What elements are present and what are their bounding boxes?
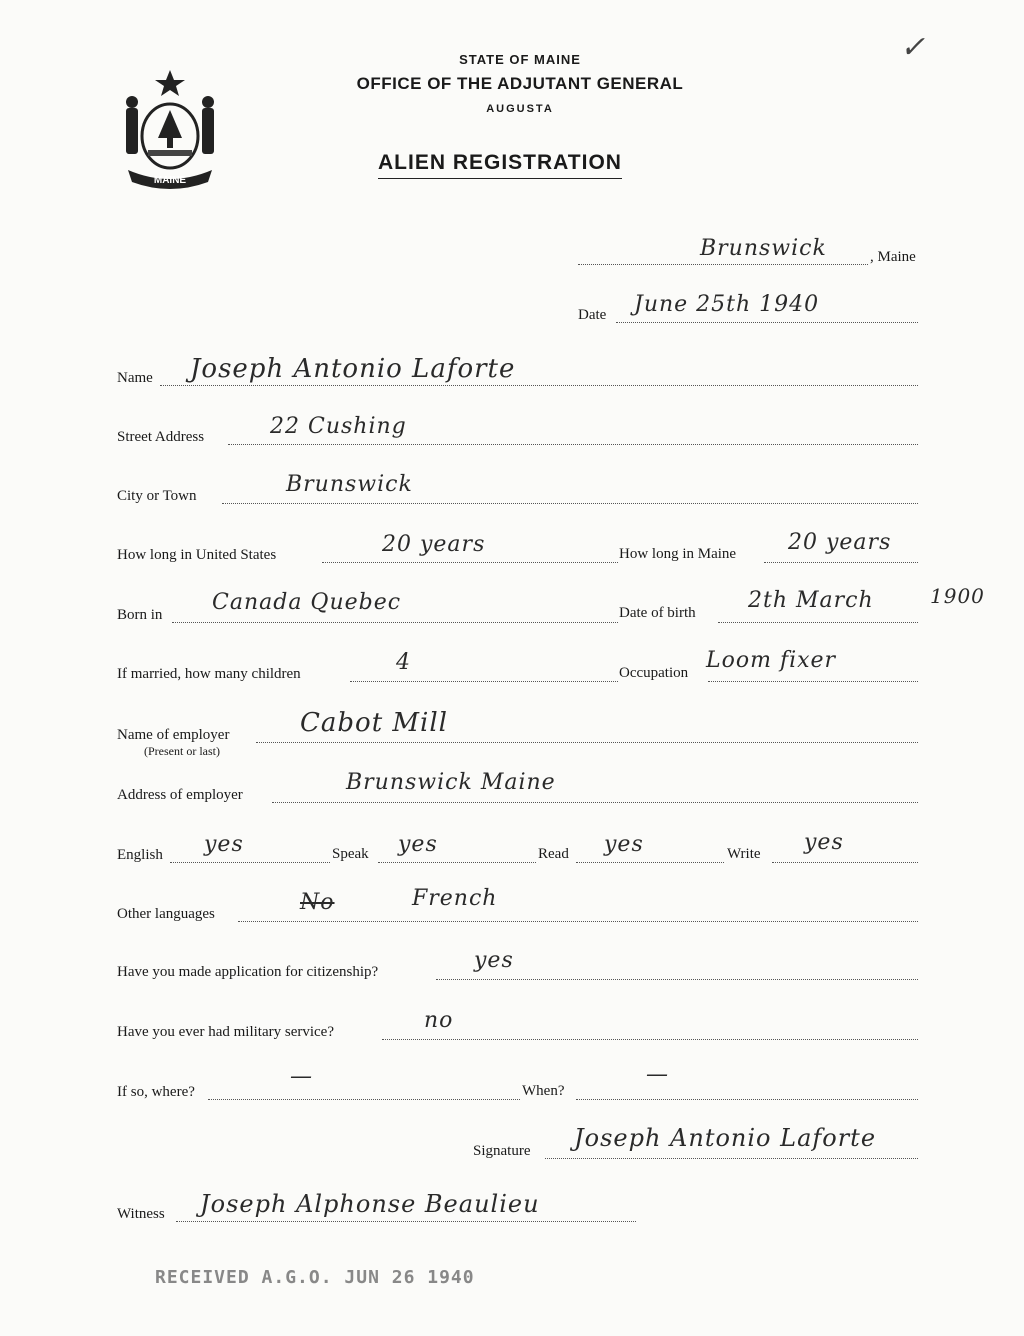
city-line bbox=[222, 503, 918, 504]
other-languages-label: Other languages bbox=[117, 906, 215, 922]
where-label: If so, where? bbox=[117, 1084, 195, 1100]
employer-address-value: Brunswick Maine bbox=[346, 770, 556, 795]
signature-value: Joseph Antonio Laforte bbox=[574, 1124, 877, 1152]
name-line bbox=[160, 385, 918, 386]
write-line bbox=[772, 862, 918, 863]
military-line bbox=[382, 1039, 918, 1040]
form-title: ALIEN REGISTRATION bbox=[378, 151, 622, 179]
when-label: When? bbox=[522, 1083, 565, 1099]
received-stamp: RECEIVED A.G.O. JUN 26 1940 bbox=[155, 1267, 475, 1288]
witness-line bbox=[176, 1221, 636, 1222]
when-line bbox=[576, 1099, 918, 1100]
maine-label: How long in Maine bbox=[619, 546, 737, 562]
where-value: — bbox=[290, 1064, 313, 1089]
street-label: Street Address bbox=[117, 429, 205, 445]
town-suffix: , Maine bbox=[870, 249, 916, 265]
when-value: — bbox=[646, 1062, 669, 1087]
write-value: yes bbox=[804, 830, 844, 855]
english-line bbox=[170, 862, 330, 863]
state-heading: STATE OF MAINE bbox=[459, 52, 581, 67]
read-label: Read bbox=[538, 846, 569, 862]
citizenship-line bbox=[436, 979, 918, 980]
occupation-value: Loom fixer bbox=[706, 648, 837, 673]
town-value: Brunswick bbox=[700, 236, 827, 261]
military-value: no bbox=[424, 1008, 454, 1033]
english-label: English bbox=[117, 847, 163, 863]
seal-text: MAINE bbox=[153, 175, 187, 186]
date-label: Date bbox=[578, 307, 607, 323]
employer-sub-label: (Present or last) bbox=[144, 744, 220, 758]
occupation-line bbox=[708, 681, 918, 682]
children-label: If married, how many children bbox=[117, 666, 301, 682]
other-languages-value: French bbox=[412, 886, 498, 911]
citizenship-value: yes bbox=[474, 948, 514, 973]
date-line bbox=[616, 322, 918, 323]
dob-label: Date of birth bbox=[619, 605, 696, 621]
city-label: City or Town bbox=[117, 488, 197, 504]
dob-line bbox=[718, 622, 918, 623]
military-label: Have you ever had military service? bbox=[117, 1024, 334, 1040]
date-value: June 25th 1940 bbox=[634, 292, 820, 317]
speak-line bbox=[378, 862, 536, 863]
town-line bbox=[578, 264, 868, 265]
write-label: Write bbox=[727, 846, 761, 862]
children-value: 4 bbox=[396, 650, 411, 675]
other-languages-line bbox=[238, 921, 918, 922]
check-mark: ✓ bbox=[900, 30, 926, 65]
witness-label: Witness bbox=[117, 1206, 165, 1222]
city-heading: AUGUSTA bbox=[486, 103, 554, 115]
name-label: Name bbox=[117, 370, 153, 386]
office-heading: OFFICE OF THE ADJUTANT GENERAL bbox=[356, 74, 684, 93]
maine-line bbox=[764, 562, 918, 563]
employer-line bbox=[256, 742, 918, 743]
speak-label: Speak bbox=[332, 846, 369, 862]
occupation-label: Occupation bbox=[619, 665, 689, 681]
english-value: yes bbox=[204, 832, 244, 857]
city-value: Brunswick bbox=[286, 472, 413, 497]
read-value: yes bbox=[604, 832, 644, 857]
born-line bbox=[172, 622, 618, 623]
us-value: 20 years bbox=[382, 532, 486, 557]
signature-label: Signature bbox=[473, 1143, 531, 1159]
born-label: Born in bbox=[117, 607, 163, 623]
us-label: How long in United States bbox=[117, 547, 277, 563]
street-value: 22 Cushing bbox=[270, 414, 407, 439]
signature-line bbox=[545, 1158, 918, 1159]
witness-value: Joseph Alphonse Beaulieu bbox=[200, 1190, 540, 1218]
speak-value: yes bbox=[398, 832, 438, 857]
children-line bbox=[350, 681, 618, 682]
employer-address-label: Address of employer bbox=[117, 787, 243, 803]
dob-value: 2th March bbox=[748, 588, 874, 613]
state-seal-icon bbox=[118, 66, 223, 191]
read-line bbox=[576, 862, 724, 863]
citizenship-label: Have you made application for citizenship? bbox=[117, 964, 379, 980]
employer-value: Cabot Mill bbox=[300, 708, 448, 738]
born-value: Canada Quebec bbox=[212, 590, 402, 615]
name-value: Joseph Antonio Laforte bbox=[190, 354, 516, 384]
other-languages-struck: No bbox=[300, 890, 335, 915]
where-line bbox=[208, 1099, 520, 1100]
employer-label: Name of employer bbox=[117, 727, 230, 743]
street-line bbox=[228, 444, 918, 445]
dob-year: 1900 bbox=[930, 584, 985, 608]
maine-value: 20 years bbox=[788, 530, 892, 555]
employer-address-line bbox=[272, 802, 918, 803]
us-line bbox=[322, 562, 618, 563]
